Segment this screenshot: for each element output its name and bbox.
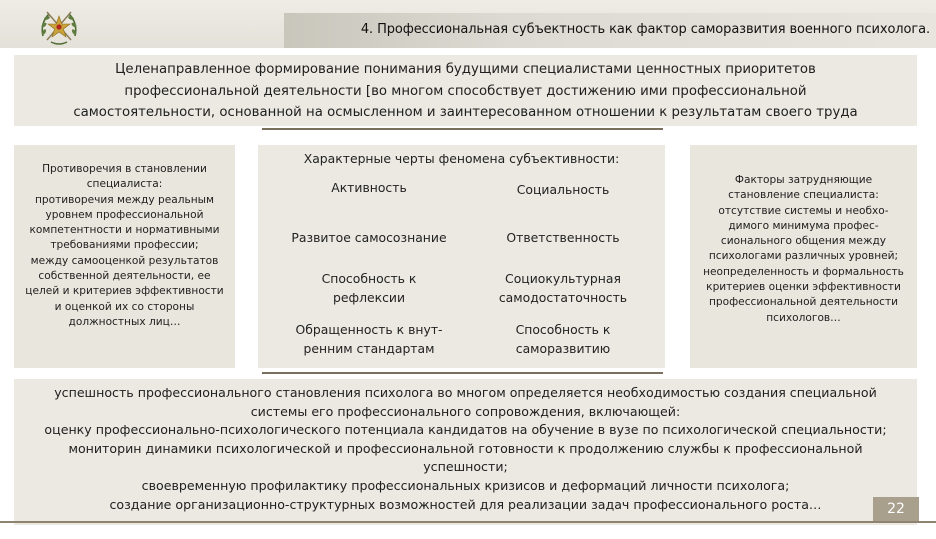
trait-label: Ответственность bbox=[506, 230, 620, 245]
panel-line: компетентности и нормативными bbox=[29, 224, 220, 237]
trait-item bbox=[274, 269, 464, 307]
bottom-statement-box bbox=[14, 379, 917, 525]
panel-line: целей и критериев эффективности bbox=[25, 285, 224, 298]
trait-item bbox=[468, 228, 658, 247]
trait-label: самодостаточность bbox=[498, 290, 628, 305]
top-statement-line: профессиональной деятельности [во многом способствует достижению ими профессиональной bbox=[124, 83, 807, 99]
bottom-statement-line: успешности; bbox=[423, 459, 508, 475]
panel-line: требованиями профессии; bbox=[50, 239, 199, 252]
trait-item bbox=[274, 178, 464, 197]
bottom-statement-line: успешность профессионального становления психолога во многом определяется необходимостью создания специальной bbox=[54, 385, 877, 400]
military-emblem-icon bbox=[37, 6, 81, 48]
bottom-statement-line: мониторин динамики психологической и профессиональной готовности к продолжению службы к профессиональной bbox=[68, 440, 863, 456]
trait-item bbox=[468, 269, 658, 307]
panel-line: специалиста: bbox=[86, 178, 163, 191]
panel-line: и оценкой их со стороны bbox=[54, 300, 195, 313]
trait-item bbox=[274, 320, 464, 358]
traits-panel bbox=[258, 145, 665, 368]
top-statement-line: самостоятельности, основанной на осмысленном и заинтересованном отношении к результатам своего труда bbox=[73, 105, 858, 120]
bottom-statement-line: оценку профессионально-психологического потенциала кандидатов на обучение в вузе по психологической специальности; bbox=[44, 422, 887, 438]
panel-line: критериев оценки эффективности bbox=[706, 281, 901, 294]
panel-line: уровнем профессиональной bbox=[45, 208, 204, 221]
panel-line: отсутствие системы и необхо- bbox=[718, 204, 889, 217]
trait-label: Способность к bbox=[321, 271, 417, 286]
panel-line: Факторы затрудняющие bbox=[734, 174, 873, 186]
trait-label: рефлексии bbox=[332, 290, 406, 305]
trait-item bbox=[468, 180, 658, 199]
panel-line: неопределенность и формальность bbox=[703, 265, 904, 278]
top-statement-box bbox=[14, 55, 917, 126]
bottom-statement-line: системы его профессионального сопровождения, включающей: bbox=[250, 403, 681, 419]
panel-line: димого минимума профес- bbox=[728, 219, 879, 232]
divider-rule bbox=[262, 372, 663, 374]
panel-line: сионального общения между bbox=[720, 235, 887, 248]
trait-label: Социокультурная bbox=[505, 271, 621, 286]
footer-rule bbox=[0, 521, 936, 523]
panel-line: противоречия между реальным bbox=[34, 193, 215, 206]
contradictions-panel bbox=[14, 145, 235, 368]
trait-label: Способность к bbox=[515, 322, 611, 337]
traits-heading: Характерные черты феномена субъективности: bbox=[303, 151, 620, 166]
slide-title: 4. Профессиональная субъектность как фактор саморазвития военного психолога. bbox=[360, 22, 930, 37]
trait-label: саморазвитию bbox=[515, 341, 611, 356]
page-number: 22 bbox=[873, 497, 919, 521]
panel-line: между самооценкой результатов bbox=[30, 254, 219, 267]
divider-rule bbox=[262, 128, 663, 130]
panel-line: психологов… bbox=[766, 311, 841, 324]
panel-line: Противоречия в становлении bbox=[42, 163, 207, 175]
top-statement-line: Целенаправленное формирование понимания будущими специалистами ценностных приоритетов bbox=[115, 62, 816, 77]
panel-line: профессиональной деятельности bbox=[708, 296, 899, 309]
trait-item bbox=[468, 320, 658, 358]
panel-line: становление специалиста: bbox=[728, 189, 879, 202]
bottom-statement-line: своевременную профилактику профессиональных кризисов и деформаций личности психолога; bbox=[141, 477, 790, 493]
trait-label: Обращенность к внут- bbox=[295, 322, 443, 337]
trait-label: Социальность bbox=[516, 182, 610, 197]
panel-line: собственной деятельности, ее bbox=[38, 270, 211, 283]
panel-line: должностных лиц… bbox=[68, 315, 181, 328]
obstacles-panel bbox=[690, 145, 917, 368]
trait-label: Активность bbox=[331, 180, 407, 195]
panel-line: психологами различных уровней; bbox=[708, 250, 899, 263]
trait-label: ренним стандартам bbox=[303, 341, 435, 356]
trait-label: Развитое самосознание bbox=[291, 230, 447, 245]
bottom-statement-line: создание организационно-структурных возможностей для реализации задач профессионального роста… bbox=[109, 496, 822, 512]
trait-item bbox=[274, 228, 464, 247]
